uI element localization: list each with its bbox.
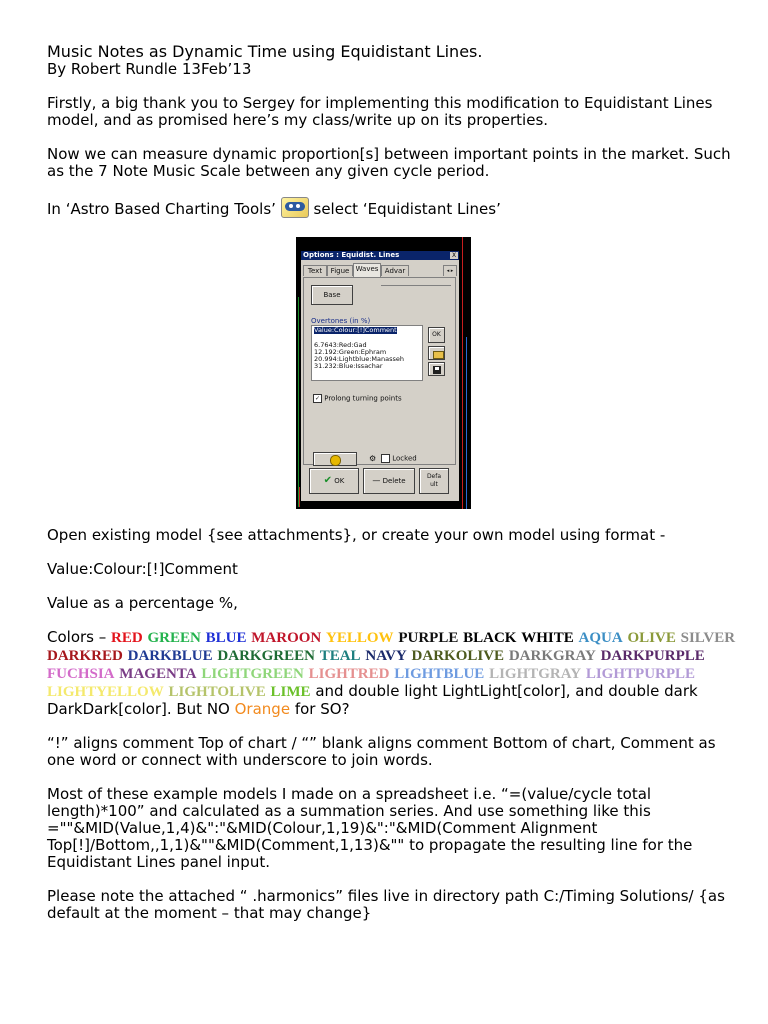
equidistant-lines-dialog <box>301 251 459 501</box>
color-word-lightolive: LIGHTOLIVE <box>168 684 266 700</box>
paragraph-alignment: “!” aligns comment Top of chart / “” blank aligns comment Bottom of chart, Comment as one word or connect with underscore to join words. <box>47 734 716 769</box>
color-word-lightyellow: LIGHTYELLOW <box>47 684 164 700</box>
prolong-checkbox-row[interactable] <box>313 394 402 403</box>
color-word-purple: PURPLE <box>398 630 459 646</box>
ok-button[interactable] <box>309 468 359 494</box>
colors-tail: and double light LightLight[color], and double dark DarkDark[color]. But NO <box>47 682 698 718</box>
paragraph-measure: Now we can measure dynamic proportion[s] between important points in the market. Such as the 7 Note Music Scale between any given cycle period. <box>47 145 731 180</box>
locked-checkbox[interactable] <box>381 454 390 463</box>
color-word-darkolive: DARKOLIVE <box>411 648 505 664</box>
delete-button[interactable] <box>363 468 415 494</box>
color-word-maroon: MAROON <box>251 630 322 646</box>
color-word-darkpurple: DARKPURPLE <box>600 648 705 664</box>
color-word-blue: BLUE <box>205 630 247 646</box>
colors-end: for SO? <box>294 700 350 718</box>
tab-figue[interactable]: Figue <box>327 265 353 276</box>
list-header: Value:Colour:[!]Comment <box>314 326 397 334</box>
tab-advar[interactable]: Advar <box>381 265 409 276</box>
color-word-lime: LIME <box>270 684 311 700</box>
orange-word: Orange <box>234 700 291 718</box>
tab-scroll-arrows[interactable]: ◂ ▸ <box>443 265 457 276</box>
color-word-red: RED <box>111 630 143 646</box>
dialog-screenshot <box>296 237 471 509</box>
tab-text[interactable]: Text <box>303 265 327 276</box>
paragraph-colors <box>47 629 737 718</box>
color-word-lightblue: LIGHTBLUE <box>394 666 485 682</box>
color-word-fuchsia: FUCHSIA <box>47 666 115 682</box>
paragraph-format: Value:Colour:[!]Comment <box>47 560 238 578</box>
color-word-yellow: YELLOW <box>326 630 394 646</box>
color-word-silver: SILVER <box>680 630 736 646</box>
list-item[interactable]: 20.994:Lightblue:Manasseh <box>314 355 404 363</box>
color-word-lightpurple: LIGHTPURPLE <box>585 666 696 682</box>
chart-line <box>462 237 463 509</box>
overtones-label: Overtones (in %) <box>311 317 371 325</box>
color-word-lightred: LIGHTRED <box>308 666 390 682</box>
list-item[interactable]: 12.192:Green:Ephram <box>314 348 387 356</box>
color-word-black: BLACK <box>463 630 517 646</box>
paragraph-percentage: Value as a percentage %, <box>47 594 238 612</box>
lock-icon: ⚙ <box>369 454 377 463</box>
color-word-navy: NAVY <box>365 648 407 664</box>
color-word-aqua: AQUA <box>578 630 623 646</box>
open-folder-icon[interactable] <box>428 346 445 360</box>
color-word-green: GREEN <box>147 630 201 646</box>
paragraph-thanks: Firstly, a big thank you to Sergey for implementing this modification to Equidistant Lines model, and as promised here’s my class/write up on its properties. <box>47 94 713 129</box>
save-disk-icon[interactable] <box>428 362 445 376</box>
list-item[interactable]: 6.7643:Red:Gad <box>314 341 367 349</box>
list-item[interactable]: 31.232:Blue:Issachar <box>314 362 383 370</box>
divider <box>381 285 451 286</box>
base-button[interactable]: Base <box>311 285 353 305</box>
paragraph-open-model: Open existing model {see attachments}, or create your own model using format - <box>47 526 666 544</box>
color-word-teal: TEAL <box>319 648 361 664</box>
color-word-white: WHITE <box>521 630 574 646</box>
locked-label: Locked <box>392 454 417 463</box>
byline: By Robert Rundle 13Feb’13 <box>47 60 252 78</box>
equidistant-lines-text: select ‘Equidistant Lines’ <box>313 200 501 218</box>
locked-checkbox-row[interactable] <box>381 454 417 463</box>
document-title: Music Notes as Dynamic Time using Equidistant Lines. <box>47 42 483 61</box>
delete-button-label: Delete <box>382 477 406 485</box>
color-word-olive: OLIVE <box>627 630 676 646</box>
delete-icon: — <box>372 476 381 485</box>
color-word-darkgreen: DARKGREEN <box>217 648 315 664</box>
color-word-lightgray: LIGHTGRAY <box>489 666 582 682</box>
prolong-label: Prolong turning points <box>324 394 402 403</box>
dialog-button-bar <box>303 454 457 498</box>
colors-intro: Colors – <box>47 628 107 646</box>
chart-line <box>298 297 299 507</box>
overtones-list[interactable] <box>311 325 423 381</box>
paragraph-astro-tools <box>47 197 737 219</box>
paragraph-harmonics: Please note the attached “ .harmonics” files live in directory path C:/Timing Solutions/ {as default at the moment – that may change} <box>47 887 725 922</box>
chart-line <box>299 487 300 507</box>
color-word-magenta: MAGENTA <box>119 666 197 682</box>
color-word-lightgreen: LIGHTGREEN <box>201 666 304 682</box>
default-button[interactable] <box>419 468 449 494</box>
dialog-title: Options : Equidist. Lines <box>301 251 459 260</box>
color-word-darkblue: DARKBLUE <box>127 648 213 664</box>
chart-line <box>466 337 467 509</box>
paragraph-spreadsheet: Most of these example models I made on a spreadsheet i.e. “=(value/cycle total length)*100” and calculated as a summation series. And use something like this =""&MID(Value,1,4)&":"&MID(Colour,1,19)&":"&MID(Comment Alignment Top[!]/Bottom,,1,1)&""&MID(Comment,1,13)&"" to propagate the resulting line for the Equidistant Lines panel input. <box>47 785 693 871</box>
ok-button-label: OK <box>334 477 345 485</box>
astro-tools-icon[interactable] <box>281 197 309 218</box>
tab-waves[interactable]: Waves <box>353 263 381 277</box>
astro-tools-text: In ‘Astro Based Charting Tools’ <box>47 200 276 218</box>
close-icon[interactable]: X <box>451 252 457 259</box>
ok-side-button[interactable]: OK <box>428 327 445 343</box>
checkmark-icon: ✔ <box>323 475 333 486</box>
default-button-line1: Defa <box>426 473 442 480</box>
color-word-darkgray: DARKGRAY <box>508 648 596 664</box>
prolong-checkbox[interactable]: ✓ <box>314 395 321 402</box>
sun-icon[interactable] <box>313 452 357 466</box>
default-button-line2: ult <box>430 481 438 488</box>
color-word-darkred: DARKRED <box>47 648 123 664</box>
